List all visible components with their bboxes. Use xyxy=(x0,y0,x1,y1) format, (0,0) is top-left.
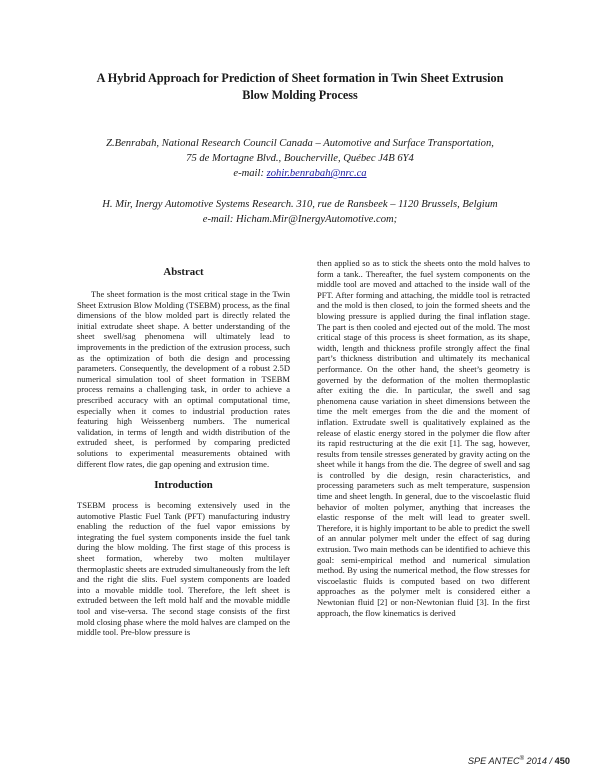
abstract-text: The sheet formation is the most critical stage in the Twin Sheet Extrusion Blow Molding (TSEBM) process, as the final dimensions of the blow molded part is directly related the initial extrudate sheet shape. A better understanding of the sheet swell/sag phenomena will ultimately lead to improvements in the prediction of the extrusion process, such as the optimization of both die design and processing parameters. Consequently, the development of a robust 2.5D numerical simulation tool of sheet formation in TSEBM process remains a challenging task, in order to achieve a prescribed accuracy with an optimal computational time, especially when it comes to industrial production rates featuring high Weissenberg numbers. The numerical validation, in terms of length and width distribution of the extruded sheet, is performed by comparing predicted solutions to experimental measurements obtained with different flow rates, die gap opening and extrusion time. xyxy=(77,289,290,469)
author-1 xyxy=(60,136,540,181)
page-footer xyxy=(468,756,570,766)
author-2-email-line: e-mail: Hicham.Mir@InergyAutomotive.com; xyxy=(202,214,398,225)
author-block xyxy=(60,136,540,243)
abstract-heading: Abstract xyxy=(163,266,204,278)
author-1-email-line xyxy=(60,166,540,181)
paper-title xyxy=(60,70,540,104)
right-column-text: then applied so as to stick the sheets onto the mold halves to form a tank.. Thereafter, the fuel system components on the middle tool are moved and attached to the inside wall of the PFT. After forming and attaching, the middle tool is retracted and the mold is then closed, to join the formed sheets and the blowing pressure is applied during the final inflation stage. The part is then cooled and ejected out of the mold. The most critical stage of this process is sheet formation, as its shape, width, length and thickness profile strongly affect the final part’s thickness distribution and ultimately its mechanical performance. On the other hand, the sheet’s geometry is governed by the deformation of the molten thermoplastic after exiting the die. In particular, the swell and sag phenomena cause variation in sheet dimensions between the time the melt emerges from the die and the moment of inflation. Extrudate swell is qualitatively explained as the release of elastic energy stored in the polymer die flow after its rapid restructuring at the die exit [1]. The sag, however, results from tensile stresses generated by gravity acting on the sheet while it hangs from the die. The degree of swell and sag is controlled by die design, resin characteristics, and processing parameters such as melt temperature, suspension time and sheet length. In general, due to the viscoelastic fluid behavior of molten polymer, anything that increases the elastic response of the melt will lead to greater swell. Therefore, it is highly important to be able to predict the swell of an annular polymer melt under the effect of sag during extrusion. Two main methods can be identified to achieve this goal: semi-empirical method and numerical simulation method. By using the numerical method, the flow stresses for viscoelastic fluids is computed based on two different approaches as the polymer melt is considered either a Newtonian fluid [2] or non-Newtonian fluid [3]. In the first approach, the flow kinematics is derived xyxy=(317,258,530,618)
author-1-affiliation: Z.Benrabah, National Research Council Canada – Automotive and Surface Transportation, xyxy=(106,138,494,149)
left-column xyxy=(77,264,290,638)
author-2-affiliation: H. Mir, Inergy Automotive Systems Research. 310, rue de Ransbeek – 1120 Brussels, Belgium xyxy=(102,199,498,210)
footer-conference: SPE ANTEC xyxy=(467,756,520,767)
author-1-address: 75 de Mortagne Blvd., Boucherville, Québec J4B 6Y4 xyxy=(186,153,414,164)
title-line-1: A Hybrid Approach for Prediction of Sheet formation in Twin Sheet Extrusion xyxy=(96,71,504,85)
page-number: 450 xyxy=(554,756,570,767)
author-2 xyxy=(60,197,540,227)
author-1-email-link[interactable]: zohir.benrabah@nrc.ca xyxy=(266,168,367,179)
introduction-heading: Introduction xyxy=(154,479,213,492)
footer-registered-mark: ® xyxy=(519,756,524,762)
title-line-2: Blow Molding Process xyxy=(242,88,358,102)
footer-year: 2014 / xyxy=(524,756,555,767)
author-1-email-label: e-mail: xyxy=(233,168,267,179)
introduction-text: TSEBM process is becoming extensively used in the automotive Plastic Fuel Tank (PFT) manufacturing industry enabling the reduction of the fuel vapor emissions by integrating the fuel system components inside the fuel tank during the blow molding. The first stage of this process is sheet formation, whereby two molten multilayer thermoplastic sheets are extruded simultaneously from the left and the right die slits. Fuel system components are loaded into a movable middle tool. Therefore, the left sheet is extruded between the left mold half and the movable middle tool and vise-versa. The second stage consists of the first mold closing phase where the mold halves are clamped on the middle tool. Pre-blow pressure is xyxy=(77,500,290,638)
right-column xyxy=(317,258,530,618)
